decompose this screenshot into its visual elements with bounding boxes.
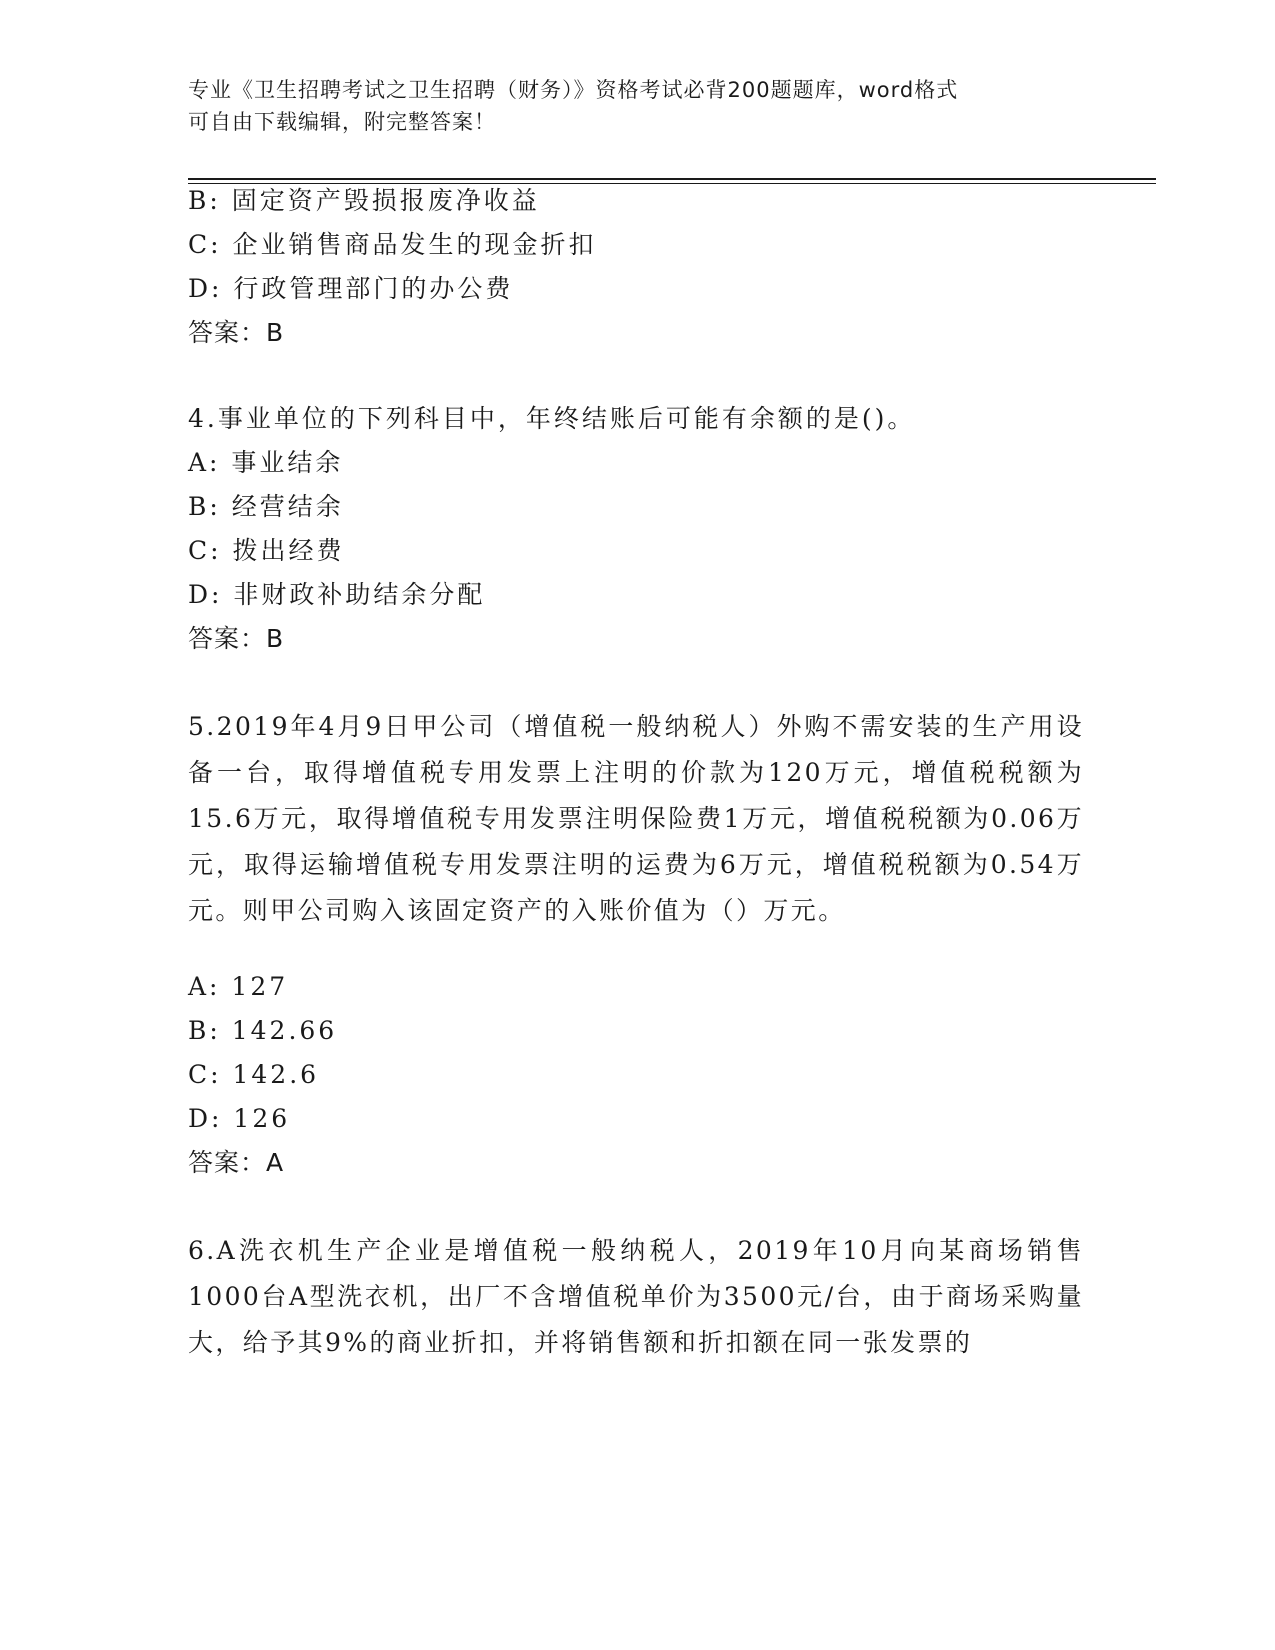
q5-answer: 答案：A bbox=[188, 1148, 285, 1177]
q4-option-c: C: 拨出经费 bbox=[188, 536, 345, 565]
q4-option-a: A: 事业结余 bbox=[188, 448, 344, 477]
document-header bbox=[188, 74, 1088, 138]
header-divider-thin bbox=[188, 183, 1156, 184]
q4-option-d: D: 非财政补助结余分配 bbox=[188, 580, 486, 609]
q4-answer: 答案：B bbox=[188, 624, 285, 653]
q3-option-c: C: 企业销售商品发生的现金折扣 bbox=[188, 230, 597, 259]
header-title-line1: 专业《卫生招聘考试之卫生招聘（财务）》资格考试必背200题题库，word格式 bbox=[188, 78, 959, 102]
q6-stem: 6.A洗衣机生产企业是增值税一般纳税人，2019年10月向某商场销售1000台A型洗衣机，出厂不含增值税单价为3500元/台，由于商场采购量大，给予其9%的商业折扣，并将销售额和折扣额在同一张发票的 bbox=[188, 1236, 1084, 1357]
q3-option-b: B: 固定资产毁损报废净收益 bbox=[188, 186, 540, 215]
q5-option-b: B: 142.66 bbox=[188, 1016, 338, 1045]
q3-answer: 答案：B bbox=[188, 318, 285, 347]
q4-stem: 4.事业单位的下列科目中，年终结账后可能有余额的是()。 bbox=[188, 404, 916, 433]
header-divider-thick bbox=[188, 178, 1156, 180]
q3-option-d: D: 行政管理部门的办公费 bbox=[188, 274, 514, 303]
q5-option-a: A: 127 bbox=[188, 972, 289, 1001]
q4-option-b: B: 经营结余 bbox=[188, 492, 344, 521]
header-title-line2: 可自由下载编辑，附完整答案！ bbox=[188, 110, 496, 134]
q5-option-c: C: 142.6 bbox=[188, 1060, 320, 1089]
q5-option-d: D: 126 bbox=[188, 1104, 291, 1133]
q5-stem: 5.2019年4月9日甲公司（增值税一般纳税人）外购不需安装的生产用设备一台，取得增值税专用发票上注明的价款为120万元，增值税税额为15.6万元，取得增值税专用发票注明保险费1万元，增值税税额为0.06万元，取得运输增值税专用发票注明的运费为6万元，增值税税额为0.54万元。则甲公司购入该固定资产的入账价值为（）万元。 bbox=[188, 712, 1084, 925]
